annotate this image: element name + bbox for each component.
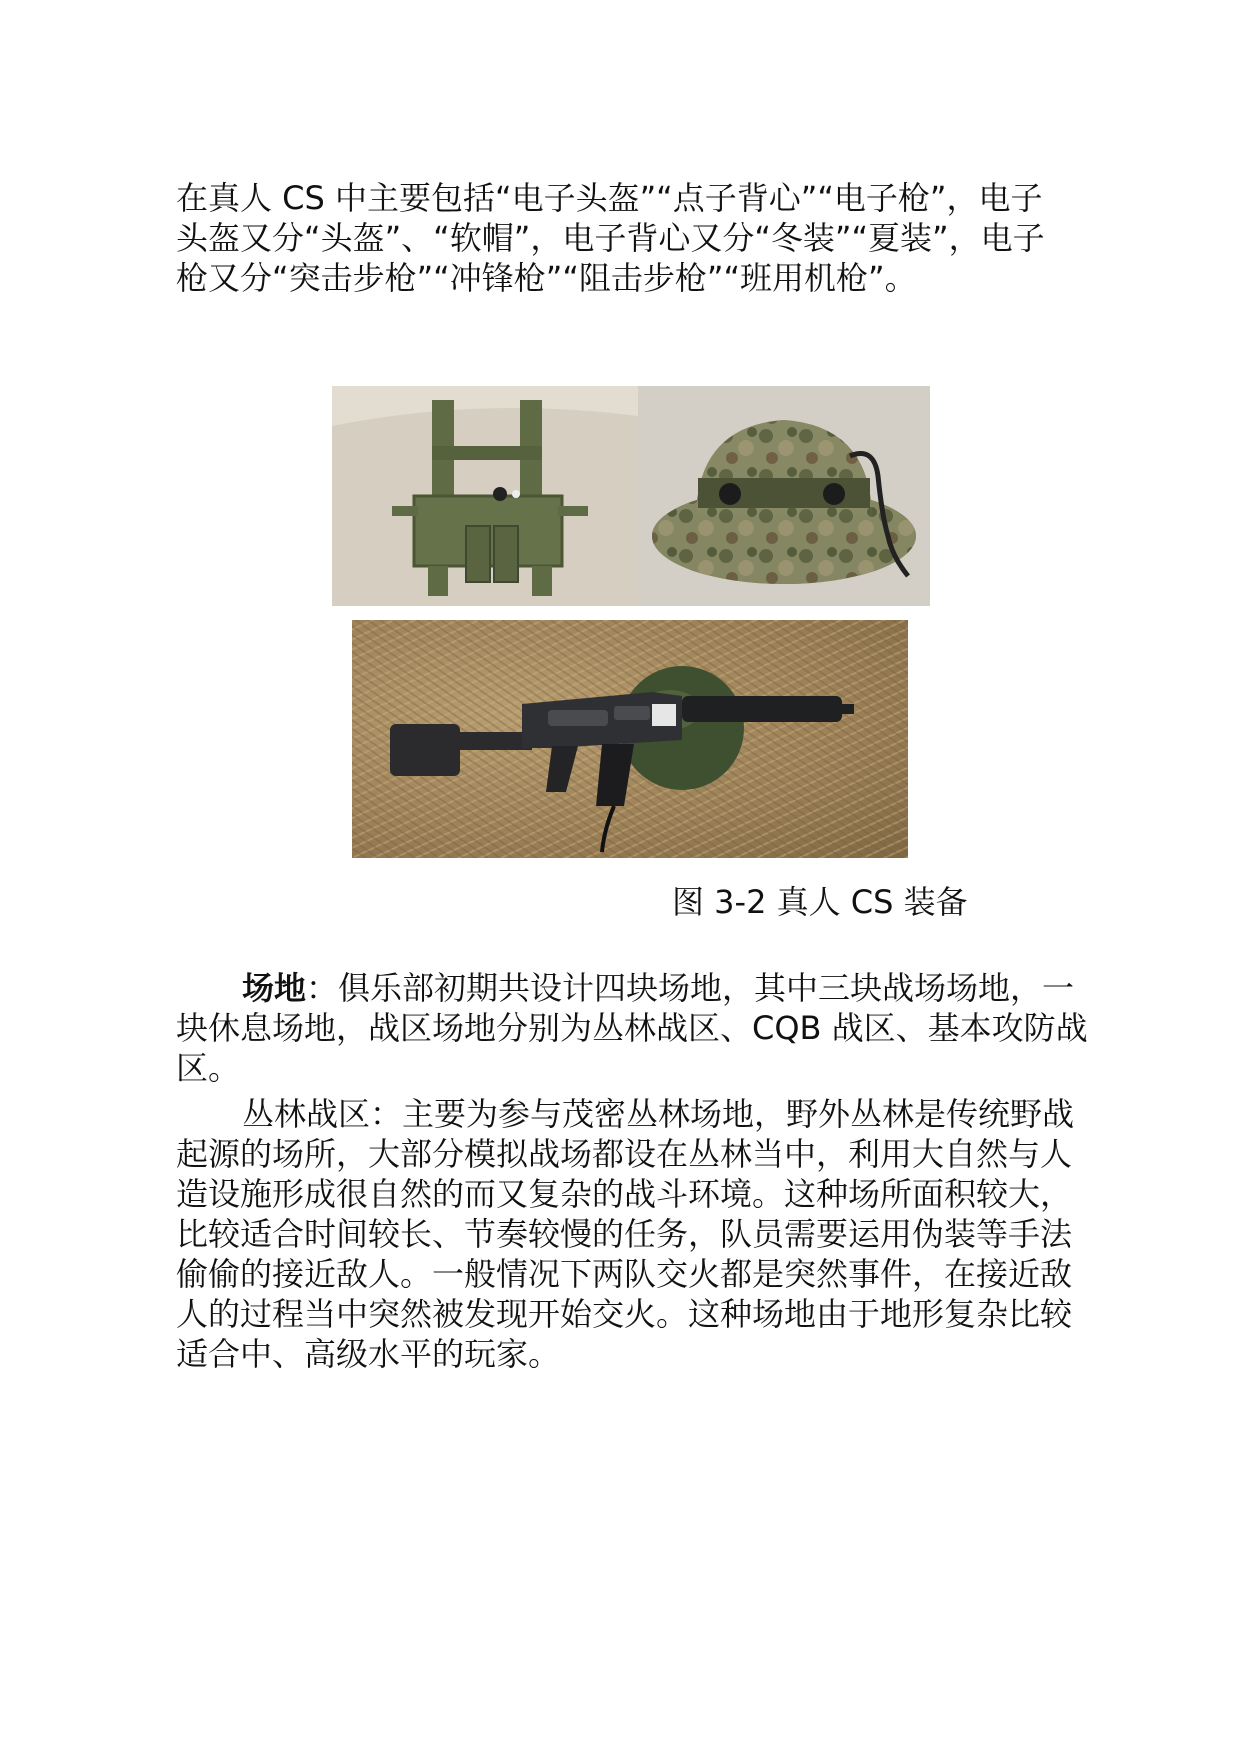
- intro-paragraph: 在真人 CS 中主要包括“电子头盔”“点子背心”“电子枪”，电子头盔又分“头盔”、“软帽”，电子背心又分“冬装”“夏装”，电子枪又分“突击步枪”“冲锋枪”“阻击步枪”“班用机枪”。: [176, 179, 1045, 297]
- figure-caption: 图 3-2 真人 CS 装备: [672, 883, 968, 921]
- hat-illustration: [638, 386, 930, 606]
- vest-photo: [332, 386, 638, 606]
- hat-photo: [638, 386, 930, 606]
- venue-text: ：俱乐部初期共设计四块场地，其中三块战场场地，一块休息场地，战区场地分别为丛林战区、CQB 战区、基本攻防战区。: [176, 969, 1088, 1087]
- jungle-zone-paragraph: 丛林战区：主要为参与茂密丛林场地，野外丛林是传统野战起源的场所，大部分模拟战场都设在丛林当中，利用大自然与人造设施形成很自然的而又复杂的战斗环境。这种场所面积较大，比较适合时间较长、节奏较慢的任务，队员需要运用伪装等手法偷偷的接近敌人。一般情况下两队交火都是突然事件，在接近敌人的过程当中突然被发现开始交火。这种场地由于地形复杂比较适合中、高级水平的玩家。: [176, 1095, 1075, 1373]
- gun-illustration: [352, 620, 908, 858]
- vest-illustration: [332, 386, 638, 606]
- venue-label: 场地: [242, 969, 307, 1007]
- gun-photo: [352, 620, 908, 858]
- venue-paragraph: [176, 968, 1096, 1088]
